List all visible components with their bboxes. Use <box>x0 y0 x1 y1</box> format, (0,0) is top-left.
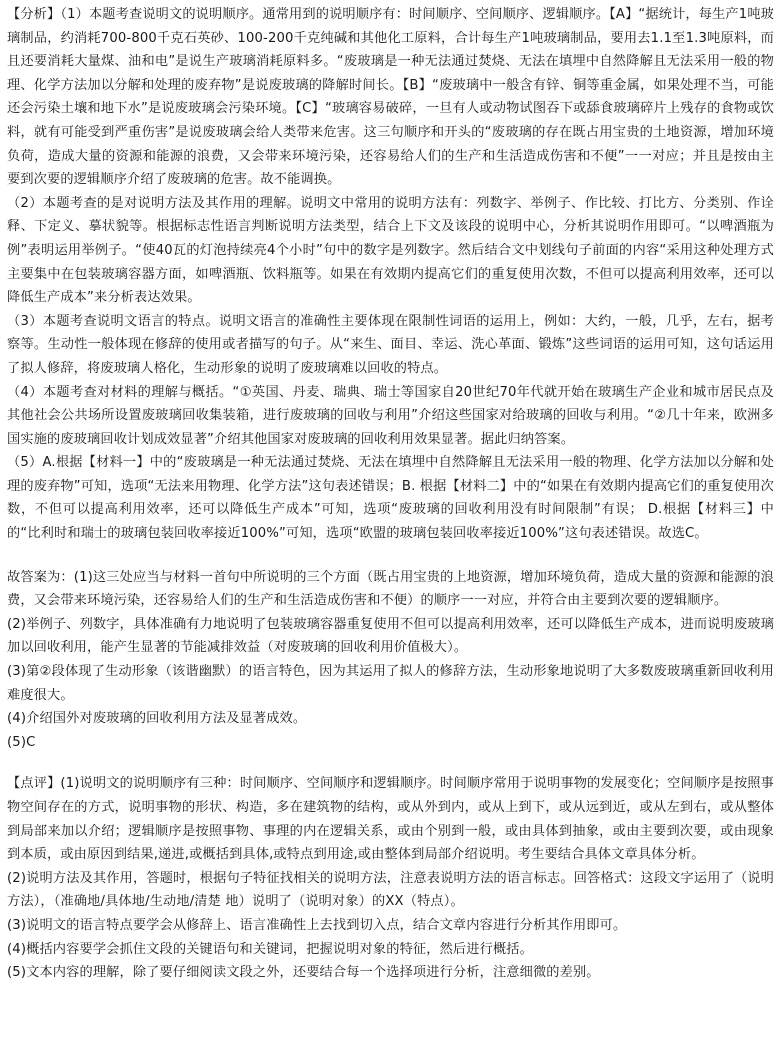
answer-1: 故答案为：(1)这三处应当与材料一首句中所说明的三个方面（既占用宝贵的上地资源，增加环境负荷，造成大量的资源和能源的浪费，又会带来环境污染，还容易给人们的生产和生活造成伤害和不便）的顺序一一对应，并符合由主要到次要的逻辑顺序。 <box>7 569 774 609</box>
analysis-part-4: （4）本题考查对材料的理解与概括。“①英国、丹麦、瑞典、瑞士等国家自20世纪70年代就开始在玻璃生产企业和城市居民点及其他社会公共场所设置废玻璃回收集装箱，进行废玻璃的回收与利用”介绍这些国家对给玻璃的回收与利用。“②几十年来，欧洲多国实施的废玻璃回收计划成效显著”介绍其他国家对废玻璃的回收利用效果显著。据此归纳答案。 <box>7 384 774 447</box>
analysis-part-5: （5）A.根据【材料一】中的“废玻璃是一种无法通过焚烧、无法在填埋中自然降解且无法采用一般的物理、化学方法加以分解和处理的废弃物”可知，选项“无法来用物理、化学方法”这句表述错误；B. 根据【材料二】中的“如果在有效期内提高它们的重复使用次数，不但可以提高利用效率，还可以降低生产成本”可知，选项“废玻璃的回收利用没有时间限制”有误； D.根据【材料三】中的“比利时和瑞士的玻璃包装回收率接近100%”可知，选项“欧盟的玻璃包装回收率接近100%”这句表述错误。故选C。 <box>7 455 774 542</box>
comment-2: (2)说明方法及其作用，答题时，根据句子特征找相关的说明方法，注意表说明方法的语言标志。回答格式：这段文字运用了（说明方法），（准确地/具体地/生动地/清楚 地）说明了（说明对象）的XX（特点）。 <box>7 870 774 910</box>
comment-5: (5)文本内容的理解，除了要仔细阅读文段之外，还要结合每一个选择项进行分析，注意细微的差别。 <box>7 965 600 981</box>
comment-section <box>7 772 774 984</box>
analysis-part-3: （3）本题考查说明文语言的特点。说明文语言的准确性主要体现在限制性词语的运用上，例如：大约，一般，几乎，左右，据考察等。生动性一般体现在修辞的使用或者描写的句子。从“来生、面目、幸运、洗心革面、锻炼”这些词语的运用可知，这句话运用了拟人修辞，将废玻璃人格化，生动形象的说明了废玻璃难以回收的特点。 <box>7 313 774 376</box>
answer-5: (5)C <box>7 734 36 750</box>
answer-4: (4)介绍国外对废玻璃的回收利用方法及显著成效。 <box>7 711 307 727</box>
analysis-part-2: （2）本题考查的是对说明方法及其作用的理解。说明文中常用的说明方法有：列数字、举例子、作比较、打比方、分类别、作诠释、下定义、摹状貌等。根据标志性语言判断说明方法类型，结合上下文及该段的说明中心，分析其说明作用即可。“以啤酒瓶为例”表明运用举例子。“使40瓦的灯泡持续亮4个小时”句中的数字是列数字。然后结合文中划线句子前面的内容“采用这种处理方式主要集中在包装玻璃容器方面，如啤酒瓶、饮料瓶等。如果在有效期内提高它们的重复使用次数，不但可以提高利用效率，还可以降低生产成本”来分析表达效果。 <box>7 195 774 306</box>
comment-1: 【点评】(1)说明文的说明顺序有三种：时间顺序、空间顺序和逻辑顺序。时间顺序常用于说明事物的发展变化；空间顺序是按照事物空间存在的方式，说明事物的形状、构造，多在建筑物的结构，或从外到内，或从上到下，或从远到近，或从左到右，或从整体到局部来加以介绍；逻辑顺序是按照事物、事理的内在逻辑关系，或由个别到一般，或由具体到抽象，或由主要到次要，或由现象到本质，或由原因到结果,递进,或概括到具体,或特点到用途,或由整体到局部介绍说明。考生要结合具体文章具体分析。 <box>7 776 774 863</box>
answer-2: (2)举例子、列数字，具体准确有力地说明了包装玻璃容器重复使用不但可以提高利用效率，还可以降低生产成本，进而说明废玻璃加以回收利用，能产生显著的节能减排效益（对废玻璃的回收利用价值极大）。 <box>7 616 774 656</box>
answer-section <box>7 566 774 755</box>
comment-4: (4)概括内容要学会抓住文段的关键语句和关键词，把握说明对象的特征，然后进行概括。 <box>7 941 533 957</box>
comment-3: (3)说明文的语言特点要学会从修辞上、语言准确性上去找到切入点，结合文章内容进行分析其作用即可。 <box>7 917 627 933</box>
answer-3: (3)第②段体现了生动形象（该谐幽默）的语言特色，因为其运用了拟人的修辞方法，生动形象地说明了大多数废玻璃重新回收利用难度很大。 <box>7 664 774 703</box>
section-gap <box>7 546 774 566</box>
analysis-part-1: 【分析】（1）本题考查说明文的说明顺序。通常用到的说明顺序有：时间顺序、空间顺序、逻辑顺序。【A】“据统计，每生产1吨玻璃制品，约消耗700-800千克石英砂、100-200千克纯碱和其他化工原料，合计每生产1吨玻璃制品，要用去1.1至1.3吨原料，而且还要消耗大量煤、油和电”是说生产玻璃消耗原料多。“废玻璃是一种无法通过焚烧、无法在填埋中自然降解且无法采用一般的物理、化学方法加以分解和处理的废弃物”是说废玻璃的降解时间长。【B】“废玻璃中一般含有锌、铜等重金属，如果处理不当，可能还会污染土壤和地下水”是说废玻璃会污染环境。【C】“玻璃容易破碎，一旦有人或动物试图吞下或舔食玻璃碎片上残存的食物或饮料，就有可能受到严重伤害”是说废玻璃会给人类带来危害。这三句顺序和开头的“废玻璃的存在既占用宝贵的土地资源，增加环境负荷，造成大量的资源和能源的浪费，又会带来环境污染，还容易给人们的生产和生活造成伤害和不便”一一对应；并且是按由主要到次要的逻辑顺序介绍了废玻璃的危害。故不能调换。 <box>7 7 774 188</box>
analysis-section <box>7 3 774 546</box>
section-gap <box>7 754 774 772</box>
